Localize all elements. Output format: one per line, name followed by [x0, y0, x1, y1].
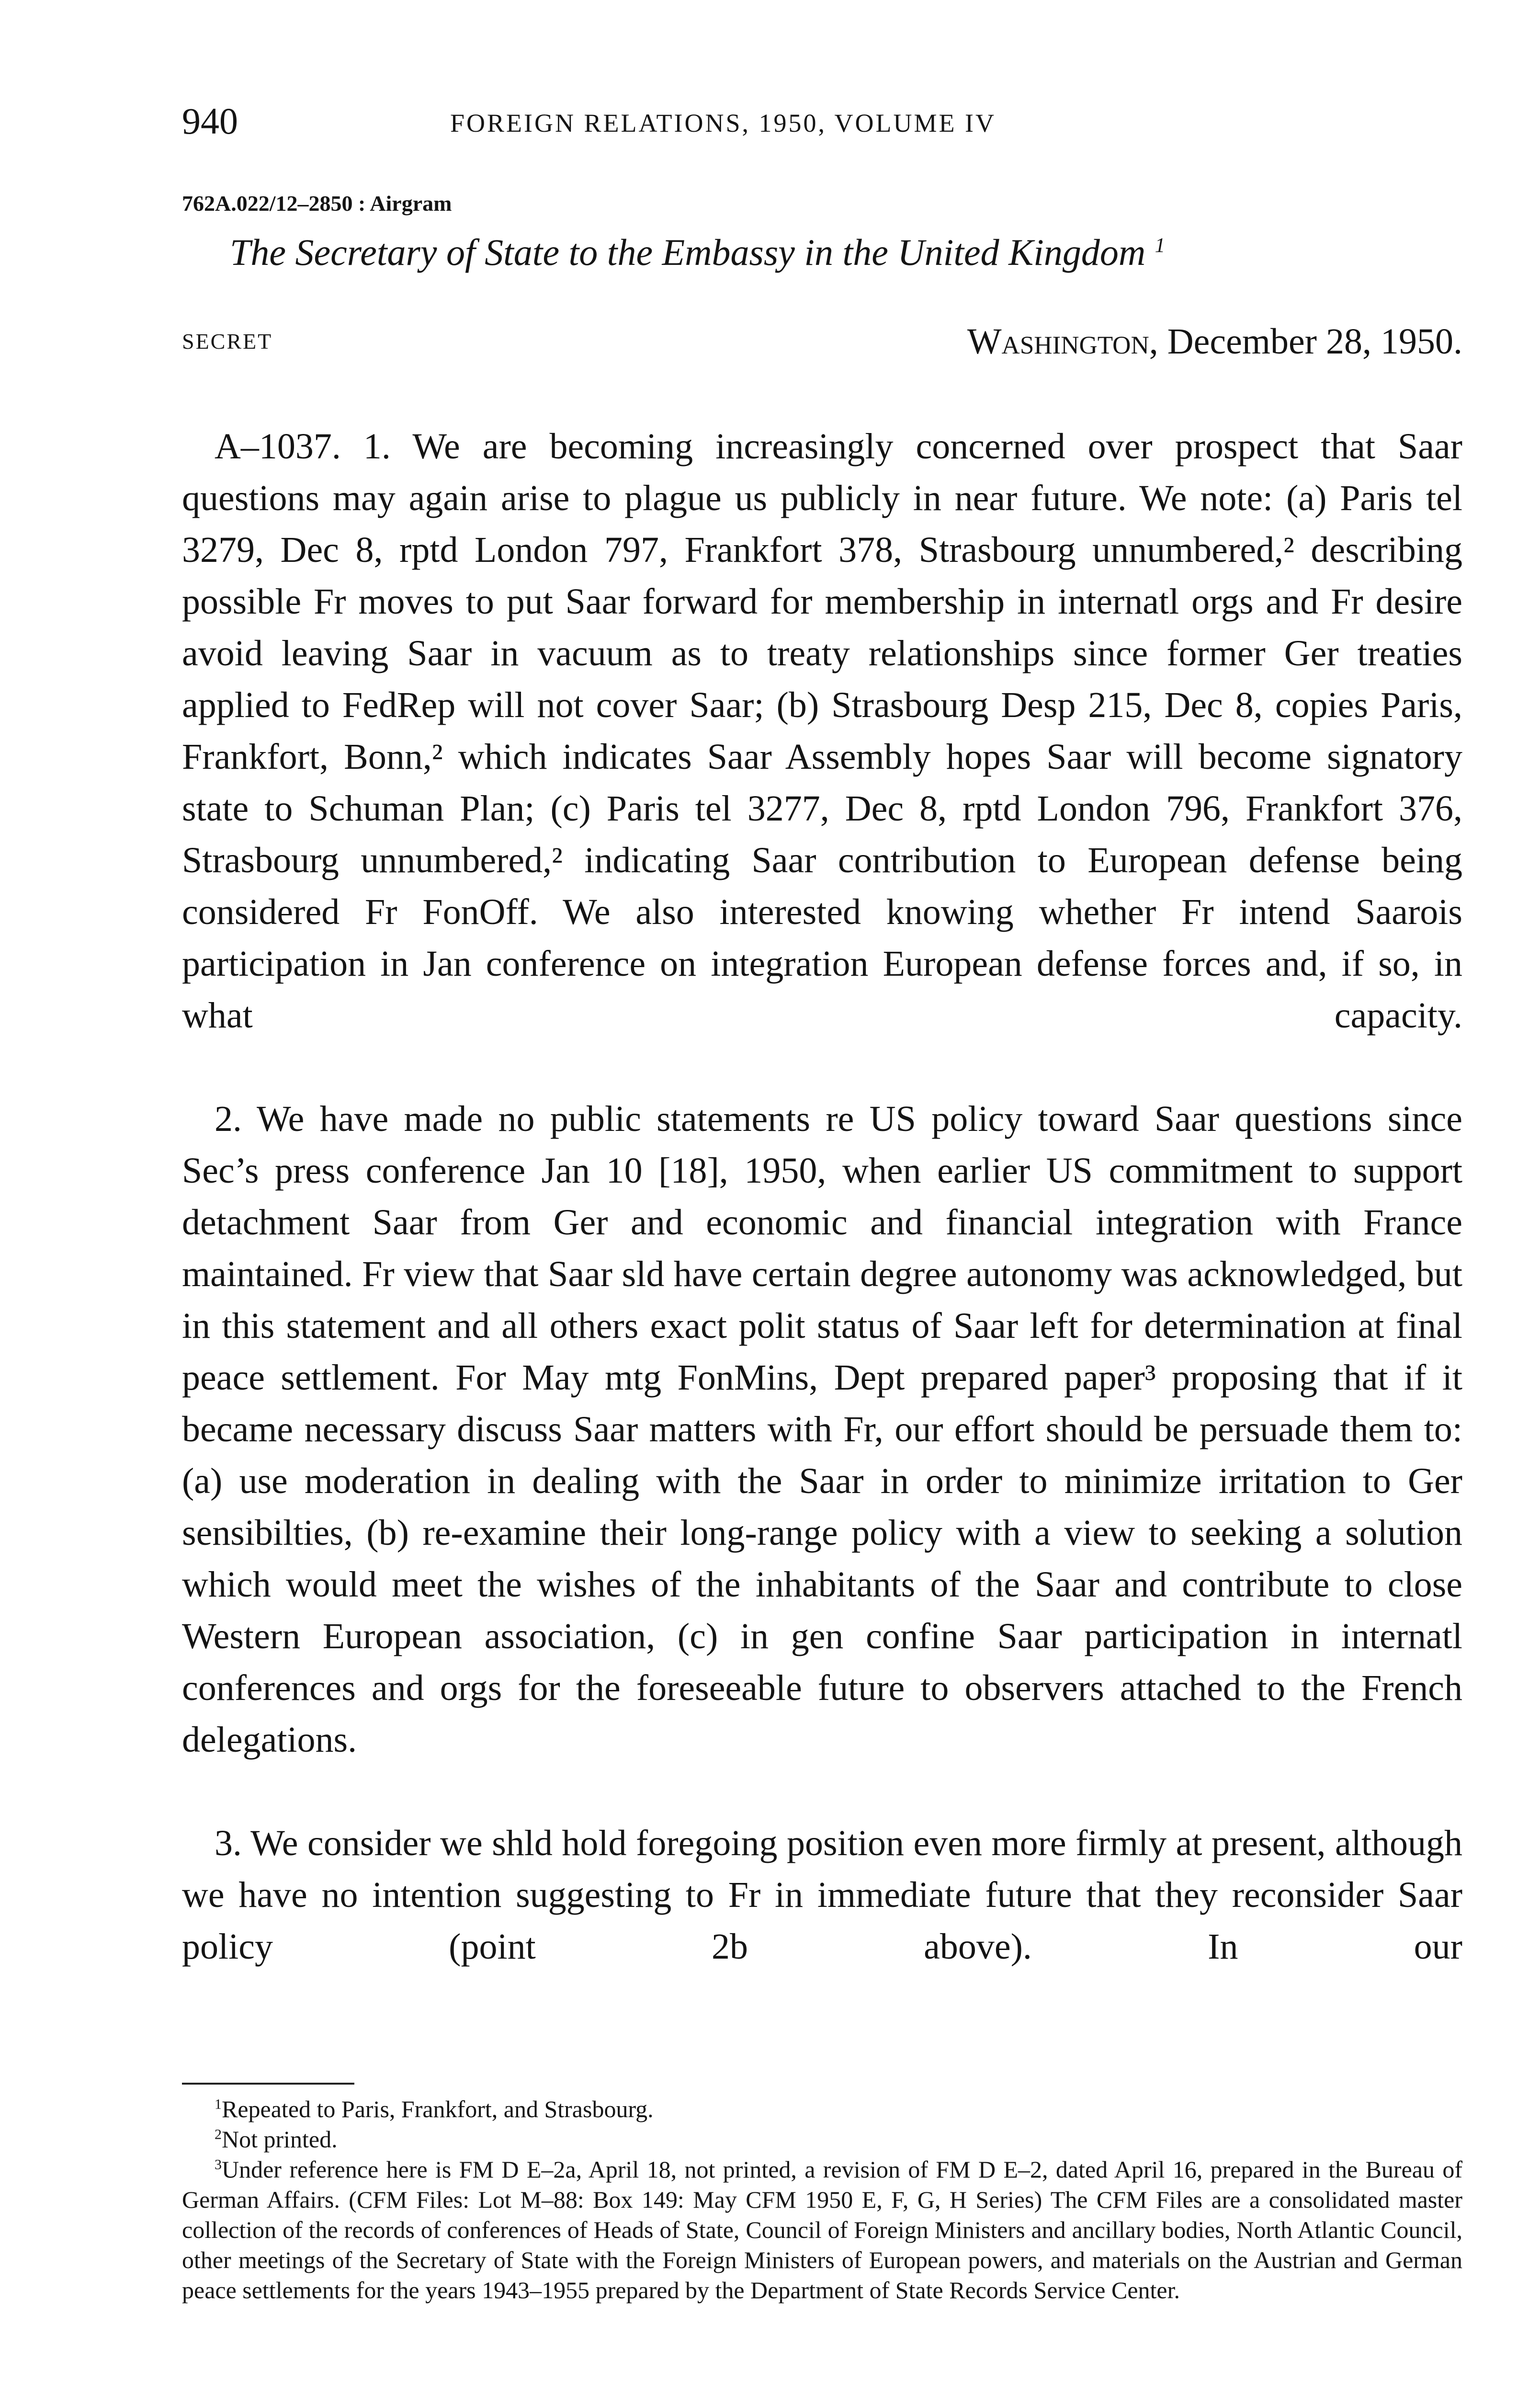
classification-label: SECRET — [182, 329, 273, 354]
footnote-mark: 1 — [215, 2096, 222, 2112]
paragraph-3: 3. We consider we shld hold foregoing position even more firmly at present, although we have no intention suggesting to Fr in immediate future that they reconsider Saar policy (point 2b above). In our — [182, 1823, 1462, 1967]
dateline — [967, 321, 1462, 363]
page-header — [182, 95, 1484, 148]
footnote-3 — [182, 2155, 1462, 2305]
footnote-divider — [182, 2083, 354, 2085]
title-footnote-mark: 1 — [1155, 234, 1166, 257]
paragraph-1: A–1037. 1. We are becoming increasingly concerned over prospect that Saar questions may again arise to plague us publicly in near future. We note: (a) Paris tel 3279, Dec 8, rptd London 797, Frankfort 378, Strasbourg unnumbered,² describing possible Fr moves to put Saar forward for membership in internatl orgs and Fr desire avoid leaving Saar in vacuum as to treaty relationships since former Ger treaties applied to FedRep will not cover Saar; (b) Strasbourg Desp 215, Dec 8, copies Paris, Frankfort, Bonn,² which indicates Saar Assembly hopes Saar will become signatory state to Schuman Plan; (c) Paris tel 3277, Dec 8, rptd London 796, Frankfort 376, Strasbourg unnumbered,² indicating Saar contribution to European defense being considered Fr FonOff. We also interested knowing whether Fr intend Saarois participation in Jan conference on integration European defense forces and, if so, in what capacity. — [182, 426, 1462, 1036]
running-head: FOREIGN RELATIONS, 1950, VOLUME IV — [450, 109, 996, 137]
document-title-text: The Secretary of State to the Embassy in the United Kingdom — [230, 231, 1146, 273]
paragraph-2: 2. We have made no public statements re US policy toward Saar questions since Sec’s press conference Jan 10 [18], 1950, when earlier US commitment to support detachment Saar from Ger and economic and financial integration with France maintained. Fr view that Saar sld have certain degree autonomy was acknowledged, but in this statement and all others exact polit status of Saar left for determination at final peace settlement. For May mtg FonMins, Dept prepared paper³ proposing that if it became necessary discuss Saar matters with Fr, our effort should be persuade them to: (a) use moderation in dealing with the Saar in order to minimize irritation to Ger sensibilties, (b) re-examine their long-range policy with a view to seeking a solution which would meet the wishes of the inhabitants of the Saar and contribute to close Western European association, (c) in gen confine Saar participation in internatl conferences and orgs for the foreseeable future to observers attached to the French delegations. — [182, 1099, 1462, 1760]
footnote-mark: 2 — [215, 2126, 222, 2143]
document-title — [230, 226, 1475, 279]
file-reference: 762A.022/12–2850 : Airgram — [182, 191, 452, 216]
footnote-mark: 3 — [215, 2156, 222, 2173]
footnotes — [182, 2094, 1462, 2305]
footnote-text: Under reference here is FM D E–2a, April 18, not printed, a revision of FM D E–2, dated April 16, prepared in the Bureau of German Affairs. (CFM Files: Lot M–88: Box 149: May CFM 1950 E, F, G, H Series) The CFM Files are a consolidated master collection of the records of conferences of Heads of State, Council of Foreign Ministers and ancillary bodies, North Atlantic Council, other meetings of the Secretary of State with the Foreign Ministers of European powers, and materials on the Austrian and German peace settlements for the years 1943–1955 prepared by the Department of State Records Service Center. — [182, 2156, 1462, 2304]
footnote-text: Repeated to Paris, Frankfort, and Strasbourg. — [222, 2096, 654, 2122]
dateline-place: Washington — [967, 321, 1149, 362]
footnote-2 — [182, 2124, 1462, 2155]
footnote-1 — [182, 2094, 1462, 2124]
page-number: 940 — [182, 100, 238, 142]
dateline-date: , December 28, 1950. — [1149, 321, 1462, 362]
footnote-text: Not printed. — [222, 2126, 338, 2153]
body-text — [182, 369, 1462, 2024]
